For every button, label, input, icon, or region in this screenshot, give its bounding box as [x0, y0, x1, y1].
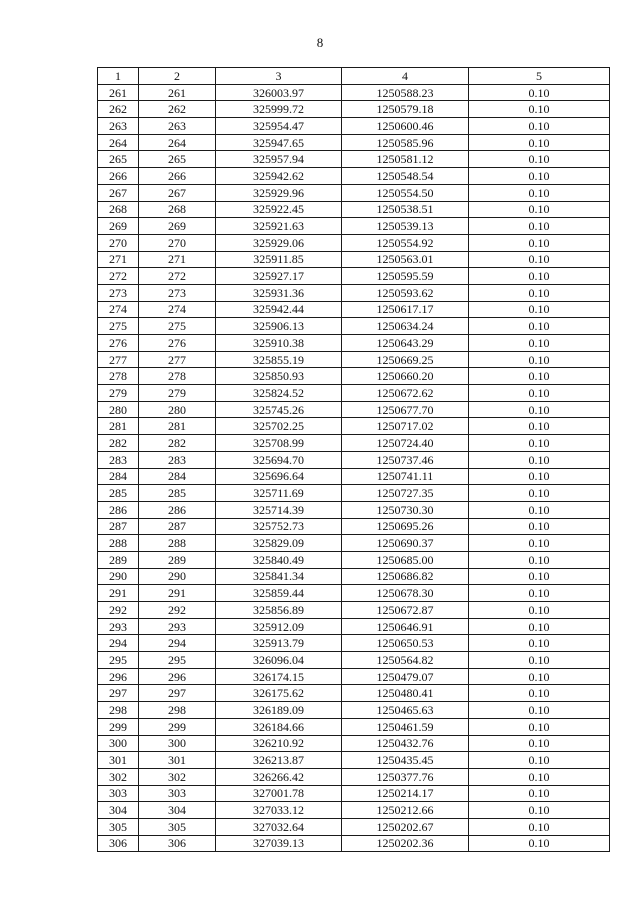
- table-cell-col-3: 326266.42: [216, 768, 342, 785]
- table-cell-col-5: 0.10: [469, 752, 610, 769]
- table-cell-col-4: 1250202.67: [342, 818, 469, 835]
- table-cell-col-4: 1250690.37: [342, 535, 469, 552]
- table-row: [98, 251, 610, 268]
- table-cell-col-2: 268: [139, 201, 216, 218]
- table-cell-col-1: 295: [98, 652, 139, 669]
- table-cell-col-4: 1250660.20: [342, 368, 469, 385]
- table-cell-col-5: 0.10: [469, 84, 610, 101]
- table-cell-col-4: 1250643.29: [342, 335, 469, 352]
- table-cell-col-1: 283: [98, 451, 139, 468]
- table-cell-col-4: 1250479.07: [342, 668, 469, 685]
- table-row: [98, 768, 610, 785]
- table-cell-col-4: 1250672.62: [342, 385, 469, 402]
- table-cell-col-2: 293: [139, 618, 216, 635]
- table-cell-col-1: 273: [98, 284, 139, 301]
- table-cell-col-4: 1250717.02: [342, 418, 469, 435]
- table-cell-col-5: 0.10: [469, 818, 610, 835]
- table-cell-col-1: 266: [98, 168, 139, 185]
- table-cell-col-1: 274: [98, 301, 139, 318]
- table-cell-col-2: 277: [139, 351, 216, 368]
- table-row: [98, 468, 610, 485]
- table-cell-col-3: 325927.17: [216, 268, 342, 285]
- table-row: [98, 835, 610, 852]
- table-cell-col-4: 1250564.82: [342, 652, 469, 669]
- header-cell-col-3: 3: [216, 68, 342, 85]
- table-cell-col-2: 295: [139, 652, 216, 669]
- table-cell-col-1: 281: [98, 418, 139, 435]
- table-cell-col-1: 278: [98, 368, 139, 385]
- table-cell-col-2: 302: [139, 768, 216, 785]
- table-cell-col-1: 271: [98, 251, 139, 268]
- table-cell-col-1: 263: [98, 118, 139, 135]
- table-cell-col-1: 294: [98, 635, 139, 652]
- table-row: [98, 168, 610, 185]
- table-cell-col-5: 0.10: [469, 151, 610, 168]
- table-row: [98, 351, 610, 368]
- table-cell-col-4: 1250585.96: [342, 134, 469, 151]
- table-cell-col-2: 297: [139, 685, 216, 702]
- table-cell-col-2: 298: [139, 702, 216, 719]
- table-row: [98, 702, 610, 719]
- table-cell-col-5: 0.10: [469, 535, 610, 552]
- table-cell-col-5: 0.10: [469, 234, 610, 251]
- table-cell-col-2: 299: [139, 718, 216, 735]
- table-cell-col-4: 1250646.91: [342, 618, 469, 635]
- table-cell-col-4: 1250730.30: [342, 501, 469, 518]
- table-cell-col-4: 1250727.35: [342, 485, 469, 502]
- table-cell-col-3: 325711.69: [216, 485, 342, 502]
- header-cell-col-4: 4: [342, 68, 469, 85]
- table-cell-col-4: 1250724.40: [342, 435, 469, 452]
- table-cell-col-4: 1250548.54: [342, 168, 469, 185]
- table-cell-col-2: 271: [139, 251, 216, 268]
- table-row: [98, 151, 610, 168]
- table-row: [98, 535, 610, 552]
- table-cell-col-3: 325745.26: [216, 401, 342, 418]
- table-row: [98, 685, 610, 702]
- table-cell-col-3: 325841.34: [216, 568, 342, 585]
- table-cell-col-2: 280: [139, 401, 216, 418]
- table-cell-col-1: 279: [98, 385, 139, 402]
- table-cell-col-1: 286: [98, 501, 139, 518]
- table-cell-col-3: 325840.49: [216, 551, 342, 568]
- table-cell-col-1: 302: [98, 768, 139, 785]
- table-cell-col-5: 0.10: [469, 201, 610, 218]
- table-cell-col-4: 1250554.92: [342, 234, 469, 251]
- table-cell-col-1: 282: [98, 435, 139, 452]
- table-row: [98, 618, 610, 635]
- table-row: [98, 335, 610, 352]
- table-cell-col-3: 325921.63: [216, 218, 342, 235]
- table-cell-col-4: 1250741.11: [342, 468, 469, 485]
- table-cell-col-4: 1250202.36: [342, 835, 469, 852]
- table-cell-col-1: 299: [98, 718, 139, 735]
- table-cell-col-2: 264: [139, 134, 216, 151]
- table-cell-col-1: 275: [98, 318, 139, 335]
- table-row: [98, 318, 610, 335]
- table-cell-col-1: 297: [98, 685, 139, 702]
- table-cell-col-5: 0.10: [469, 335, 610, 352]
- table-cell-col-5: 0.10: [469, 351, 610, 368]
- table-cell-col-4: 1250480.41: [342, 685, 469, 702]
- table-cell-col-1: 287: [98, 518, 139, 535]
- table-cell-col-5: 0.10: [469, 585, 610, 602]
- table-cell-col-2: 275: [139, 318, 216, 335]
- table-cell-col-1: 293: [98, 618, 139, 635]
- table-row: [98, 451, 610, 468]
- table-cell-col-3: 325829.09: [216, 535, 342, 552]
- table-row: [98, 785, 610, 802]
- table-cell-col-4: 1250695.26: [342, 518, 469, 535]
- table-cell-col-5: 0.10: [469, 551, 610, 568]
- table-cell-col-5: 0.10: [469, 418, 610, 435]
- table-cell-col-2: 278: [139, 368, 216, 385]
- table-cell-col-5: 0.10: [469, 218, 610, 235]
- table-cell-col-5: 0.10: [469, 668, 610, 685]
- table-cell-col-5: 0.10: [469, 368, 610, 385]
- table-cell-col-3: 325999.72: [216, 101, 342, 118]
- table-cell-col-4: 1250588.23: [342, 84, 469, 101]
- table-cell-col-1: 268: [98, 201, 139, 218]
- table-cell-col-5: 0.10: [469, 768, 610, 785]
- table-header: [98, 68, 610, 85]
- table-cell-col-4: 1250669.25: [342, 351, 469, 368]
- table-cell-col-2: 289: [139, 551, 216, 568]
- table-cell-col-3: 325911.85: [216, 251, 342, 268]
- table-cell-col-4: 1250593.62: [342, 284, 469, 301]
- table-cell-col-4: 1250538.51: [342, 201, 469, 218]
- table-row: [98, 201, 610, 218]
- table-cell-col-1: 303: [98, 785, 139, 802]
- table-cell-col-2: 286: [139, 501, 216, 518]
- table-cell-col-3: 325913.79: [216, 635, 342, 652]
- table-cell-col-4: 1250214.17: [342, 785, 469, 802]
- table-cell-col-2: 296: [139, 668, 216, 685]
- table-cell-col-3: 325856.89: [216, 602, 342, 619]
- table-row: [98, 368, 610, 385]
- table-cell-col-5: 0.10: [469, 468, 610, 485]
- table-cell-col-4: 1250678.30: [342, 585, 469, 602]
- table-cell-col-3: 327032.64: [216, 818, 342, 835]
- table-cell-col-2: 261: [139, 84, 216, 101]
- table-cell-col-1: 285: [98, 485, 139, 502]
- table-cell-col-3: 325957.94: [216, 151, 342, 168]
- table-cell-col-4: 1250600.46: [342, 118, 469, 135]
- table-cell-col-3: 325929.96: [216, 184, 342, 201]
- table-cell-col-5: 0.10: [469, 785, 610, 802]
- table-row: [98, 551, 610, 568]
- table-row: [98, 301, 610, 318]
- table-cell-col-5: 0.10: [469, 301, 610, 318]
- table-row: [98, 284, 610, 301]
- table-cell-col-3: 326174.15: [216, 668, 342, 685]
- table-cell-col-5: 0.10: [469, 485, 610, 502]
- table-cell-col-4: 1250377.76: [342, 768, 469, 785]
- table-cell-col-5: 0.10: [469, 568, 610, 585]
- table-row: [98, 134, 610, 151]
- table-row: [98, 585, 610, 602]
- table-row: [98, 602, 610, 619]
- table-cell-col-5: 0.10: [469, 435, 610, 452]
- table-cell-col-1: 270: [98, 234, 139, 251]
- table-cell-col-3: 325859.44: [216, 585, 342, 602]
- table-cell-col-3: 326003.97: [216, 84, 342, 101]
- coordinates-table: [97, 67, 610, 852]
- table-cell-col-1: 291: [98, 585, 139, 602]
- table-cell-col-1: 277: [98, 351, 139, 368]
- table-cell-col-2: 263: [139, 118, 216, 135]
- table-row: [98, 218, 610, 235]
- table-cell-col-3: 325855.19: [216, 351, 342, 368]
- table-cell-col-3: 325824.52: [216, 385, 342, 402]
- table-cell-col-5: 0.10: [469, 735, 610, 752]
- table-cell-col-3: 325696.64: [216, 468, 342, 485]
- table-cell-col-5: 0.10: [469, 652, 610, 669]
- table-cell-col-1: 290: [98, 568, 139, 585]
- table-cell-col-2: 276: [139, 335, 216, 352]
- table-cell-col-2: 300: [139, 735, 216, 752]
- table-cell-col-2: 306: [139, 835, 216, 852]
- table-cell-col-2: 265: [139, 151, 216, 168]
- table-cell-col-3: 325912.09: [216, 618, 342, 635]
- table-cell-col-2: 267: [139, 184, 216, 201]
- table-cell-col-2: 303: [139, 785, 216, 802]
- table-cell-col-3: 326210.92: [216, 735, 342, 752]
- table-cell-col-4: 1250465.63: [342, 702, 469, 719]
- table-cell-col-3: 325714.39: [216, 501, 342, 518]
- table-cell-col-1: 269: [98, 218, 139, 235]
- table-row: [98, 652, 610, 669]
- table-cell-col-3: 325702.25: [216, 418, 342, 435]
- table-cell-col-2: 301: [139, 752, 216, 769]
- page-number: 8: [316, 35, 324, 50]
- table-cell-col-1: 298: [98, 702, 139, 719]
- header-row: [98, 68, 610, 85]
- table-cell-col-4: 1250672.87: [342, 602, 469, 619]
- table-cell-col-2: 266: [139, 168, 216, 185]
- table-cell-col-3: 325694.70: [216, 451, 342, 468]
- table-cell-col-1: 301: [98, 752, 139, 769]
- table-cell-col-2: 304: [139, 802, 216, 819]
- table-cell-col-2: 270: [139, 234, 216, 251]
- table-row: [98, 718, 610, 735]
- table-row: [98, 735, 610, 752]
- table-cell-col-5: 0.10: [469, 518, 610, 535]
- table-row: [98, 501, 610, 518]
- table-cell-col-1: 305: [98, 818, 139, 835]
- table-cell-col-5: 0.10: [469, 318, 610, 335]
- table-row: [98, 752, 610, 769]
- table-cell-col-2: 279: [139, 385, 216, 402]
- table-cell-col-1: 296: [98, 668, 139, 685]
- table-row: [98, 635, 610, 652]
- table-row: [98, 435, 610, 452]
- table-cell-col-1: 288: [98, 535, 139, 552]
- table-cell-col-3: 325850.93: [216, 368, 342, 385]
- table-cell-col-1: 289: [98, 551, 139, 568]
- table-cell-col-4: 1250650.53: [342, 635, 469, 652]
- table-row: [98, 668, 610, 685]
- header-cell-col-5: 5: [469, 68, 610, 85]
- table-cell-col-3: 325910.38: [216, 335, 342, 352]
- table-cell-col-5: 0.10: [469, 134, 610, 151]
- table-cell-col-2: 272: [139, 268, 216, 285]
- table-cell-col-3: 326096.04: [216, 652, 342, 669]
- table-cell-col-3: 327001.78: [216, 785, 342, 802]
- table-cell-col-3: 325752.73: [216, 518, 342, 535]
- table-cell-col-3: 325708.99: [216, 435, 342, 452]
- header-cell-col-1: 1: [98, 68, 139, 85]
- table-cell-col-4: 1250579.18: [342, 101, 469, 118]
- table-cell-col-2: 305: [139, 818, 216, 835]
- table-cell-col-4: 1250617.17: [342, 301, 469, 318]
- table-cell-col-4: 1250595.59: [342, 268, 469, 285]
- table-row: [98, 401, 610, 418]
- table-cell-col-3: 326213.87: [216, 752, 342, 769]
- table-cell-col-1: 300: [98, 735, 139, 752]
- table-cell-col-1: 306: [98, 835, 139, 852]
- table-cell-col-5: 0.10: [469, 168, 610, 185]
- table-cell-col-3: 325942.62: [216, 168, 342, 185]
- table-cell-col-1: 264: [98, 134, 139, 151]
- table-cell-col-4: 1250461.59: [342, 718, 469, 735]
- table-cell-col-4: 1250737.46: [342, 451, 469, 468]
- table-row: [98, 84, 610, 101]
- table-cell-col-3: 325954.47: [216, 118, 342, 135]
- table-cell-col-3: 325929.06: [216, 234, 342, 251]
- table-cell-col-4: 1250212.66: [342, 802, 469, 819]
- table-cell-col-4: 1250677.70: [342, 401, 469, 418]
- table-row: [98, 118, 610, 135]
- table-cell-col-2: 273: [139, 284, 216, 301]
- table-cell-col-2: 283: [139, 451, 216, 468]
- table-cell-col-2: 294: [139, 635, 216, 652]
- table-cell-col-2: 274: [139, 301, 216, 318]
- table-cell-col-5: 0.10: [469, 251, 610, 268]
- table-cell-col-4: 1250634.24: [342, 318, 469, 335]
- table-cell-col-4: 1250685.00: [342, 551, 469, 568]
- table-cell-col-3: 326175.62: [216, 685, 342, 702]
- table-cell-col-5: 0.10: [469, 635, 610, 652]
- table-cell-col-3: 327039.13: [216, 835, 342, 852]
- table-cell-col-4: 1250432.76: [342, 735, 469, 752]
- table-cell-col-3: 325922.45: [216, 201, 342, 218]
- table-row: [98, 268, 610, 285]
- table-cell-col-2: 290: [139, 568, 216, 585]
- table-cell-col-4: 1250539.13: [342, 218, 469, 235]
- table-cell-col-2: 262: [139, 101, 216, 118]
- table-cell-col-4: 1250554.50: [342, 184, 469, 201]
- table-cell-col-1: 272: [98, 268, 139, 285]
- table-cell-col-2: 282: [139, 435, 216, 452]
- table-cell-col-5: 0.10: [469, 602, 610, 619]
- table-cell-col-3: 326184.66: [216, 718, 342, 735]
- table-cell-col-5: 0.10: [469, 718, 610, 735]
- table-cell-col-5: 0.10: [469, 618, 610, 635]
- table-cell-col-4: 1250563.01: [342, 251, 469, 268]
- table-cell-col-2: 284: [139, 468, 216, 485]
- table-cell-col-3: 327033.12: [216, 802, 342, 819]
- table-cell-col-1: 267: [98, 184, 139, 201]
- table-cell-col-4: 1250686.82: [342, 568, 469, 585]
- table-row: [98, 818, 610, 835]
- table-cell-col-3: 325931.36: [216, 284, 342, 301]
- table-cell-col-1: 284: [98, 468, 139, 485]
- table-cell-col-5: 0.10: [469, 702, 610, 719]
- table-cell-col-5: 0.10: [469, 184, 610, 201]
- table-cell-col-2: 288: [139, 535, 216, 552]
- table-cell-col-4: 1250581.12: [342, 151, 469, 168]
- table-row: [98, 568, 610, 585]
- table-cell-col-5: 0.10: [469, 451, 610, 468]
- table-row: [98, 184, 610, 201]
- table-cell-col-1: 280: [98, 401, 139, 418]
- table-row: [98, 485, 610, 502]
- table-cell-col-5: 0.10: [469, 835, 610, 852]
- table-cell-col-2: 281: [139, 418, 216, 435]
- table-row: [98, 101, 610, 118]
- table-cell-col-1: 262: [98, 101, 139, 118]
- table-cell-col-3: 325942.44: [216, 301, 342, 318]
- table-row: [98, 518, 610, 535]
- table-cell-col-5: 0.10: [469, 118, 610, 135]
- table-cell-col-5: 0.10: [469, 101, 610, 118]
- table-cell-col-5: 0.10: [469, 401, 610, 418]
- table-cell-col-1: 292: [98, 602, 139, 619]
- table-row: [98, 234, 610, 251]
- table-cell-col-2: 269: [139, 218, 216, 235]
- table-cell-col-1: 261: [98, 84, 139, 101]
- table-row: [98, 418, 610, 435]
- table-cell-col-5: 0.10: [469, 685, 610, 702]
- table-cell-col-5: 0.10: [469, 385, 610, 402]
- table-cell-col-5: 0.10: [469, 284, 610, 301]
- table-cell-col-1: 276: [98, 335, 139, 352]
- table-cell-col-4: 1250435.45: [342, 752, 469, 769]
- table-cell-col-2: 287: [139, 518, 216, 535]
- table-cell-col-5: 0.10: [469, 802, 610, 819]
- table-cell-col-3: 325947.65: [216, 134, 342, 151]
- table-row: [98, 802, 610, 819]
- table-cell-col-2: 292: [139, 602, 216, 619]
- table-cell-col-2: 285: [139, 485, 216, 502]
- table-body: [98, 84, 610, 852]
- table-row: [98, 385, 610, 402]
- table-cell-col-5: 0.10: [469, 268, 610, 285]
- header-cell-col-2: 2: [139, 68, 216, 85]
- table-cell-col-3: 326189.09: [216, 702, 342, 719]
- table-cell-col-1: 265: [98, 151, 139, 168]
- table-cell-col-2: 291: [139, 585, 216, 602]
- table-cell-col-1: 304: [98, 802, 139, 819]
- table-cell-col-5: 0.10: [469, 501, 610, 518]
- table-cell-col-3: 325906.13: [216, 318, 342, 335]
